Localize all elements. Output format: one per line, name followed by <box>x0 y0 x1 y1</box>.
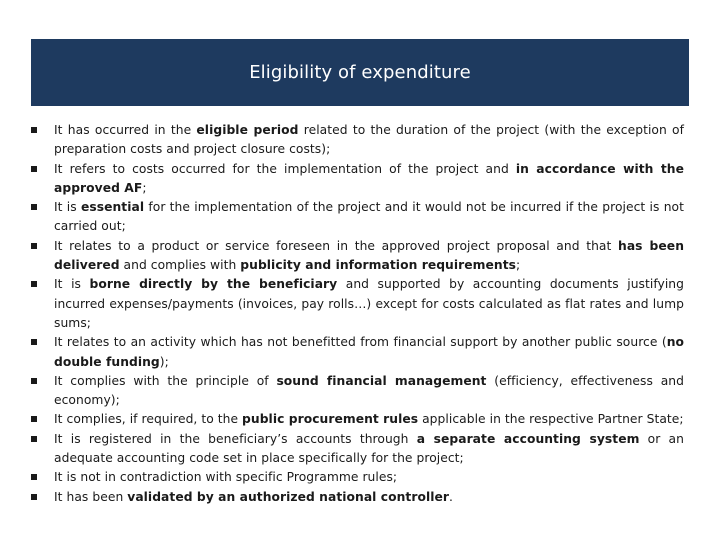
list-item <box>30 468 684 487</box>
list-item <box>30 488 684 507</box>
list-item <box>30 372 684 411</box>
square-bullet-icon <box>31 378 37 384</box>
square-bullet-icon <box>31 494 37 500</box>
emphasis-text: in accordance with the approved AF <box>54 161 684 195</box>
square-bullet-icon <box>31 243 37 249</box>
item-text: ; <box>516 258 521 273</box>
square-bullet-icon <box>31 204 37 210</box>
item-text: . <box>448 489 453 504</box>
square-bullet-icon <box>31 416 37 422</box>
item-text: It is <box>54 200 81 215</box>
emphasis-text: has been delivered <box>54 238 684 273</box>
item-text: It refers to costs occurred for the implementation of the project and <box>54 161 516 176</box>
list-item <box>30 121 684 160</box>
list-item <box>30 333 684 372</box>
list-item <box>30 237 684 276</box>
list-item <box>30 160 684 199</box>
emphasis-text: validated by an authorized national controller <box>127 489 449 504</box>
item-text: for the implementation of the project and it would not be incurred if the project is not carried out; <box>54 200 684 234</box>
item-text: It relates to an activity which has not benefitted from financial support by another public source ( <box>54 335 667 350</box>
square-bullet-icon <box>31 474 37 480</box>
emphasis-text: sound financial management <box>276 373 487 388</box>
item-text: applicable in the respective Partner State; <box>418 412 684 427</box>
item-text: It has been <box>54 489 128 504</box>
slide-title: Eligibility of expenditure <box>249 62 471 83</box>
emphasis-text: publicity and information requirements <box>240 258 516 273</box>
item-text: and complies with <box>119 258 241 273</box>
emphasis-text: borne directly by the beneficiary <box>89 277 338 292</box>
list-item <box>30 430 684 469</box>
item-text: It has occurred in the <box>54 123 197 137</box>
item-text: It is registered in the beneficiary’s accounts through <box>54 431 417 446</box>
list-item <box>30 275 684 333</box>
list-item <box>30 198 684 237</box>
item-text: ); <box>159 354 169 369</box>
emphasis-text: eligible period <box>196 123 299 137</box>
item-text: related to the duration of the project (with the exception of preparation costs and project closure costs); <box>54 123 684 157</box>
item-text: It complies, if required, to the <box>54 412 243 427</box>
emphasis-text: no double funding <box>54 335 684 369</box>
item-text: or an adequate accounting code set in place specifically for the project; <box>54 431 684 466</box>
square-bullet-icon <box>31 166 37 172</box>
list-item <box>30 410 684 429</box>
title-banner <box>31 39 689 106</box>
emphasis-text: essential <box>80 200 145 215</box>
item-text: It is not in contradiction with specific Programme rules; <box>54 470 398 485</box>
item-text: (efficiency, effectiveness and economy); <box>54 373 685 408</box>
emphasis-text: a separate accounting system <box>416 431 640 446</box>
eligibility-criteria-list <box>30 121 684 507</box>
emphasis-text: public procurement rules <box>242 412 419 427</box>
item-text: It complies with the principle of <box>54 373 277 388</box>
square-bullet-icon <box>31 281 37 287</box>
item-text: It is <box>54 277 90 292</box>
square-bullet-icon <box>31 339 37 345</box>
item-text: It relates to a product or service foreseen in the approved project proposal and that <box>54 238 619 253</box>
item-text: and supported by accounting documents justifying incurred expenses/payments (invoices, pay rolls…) except for costs calculated as flat rates and lump sums; <box>54 277 685 330</box>
item-text: ; <box>142 180 147 195</box>
square-bullet-icon <box>31 436 37 442</box>
square-bullet-icon <box>31 127 37 133</box>
